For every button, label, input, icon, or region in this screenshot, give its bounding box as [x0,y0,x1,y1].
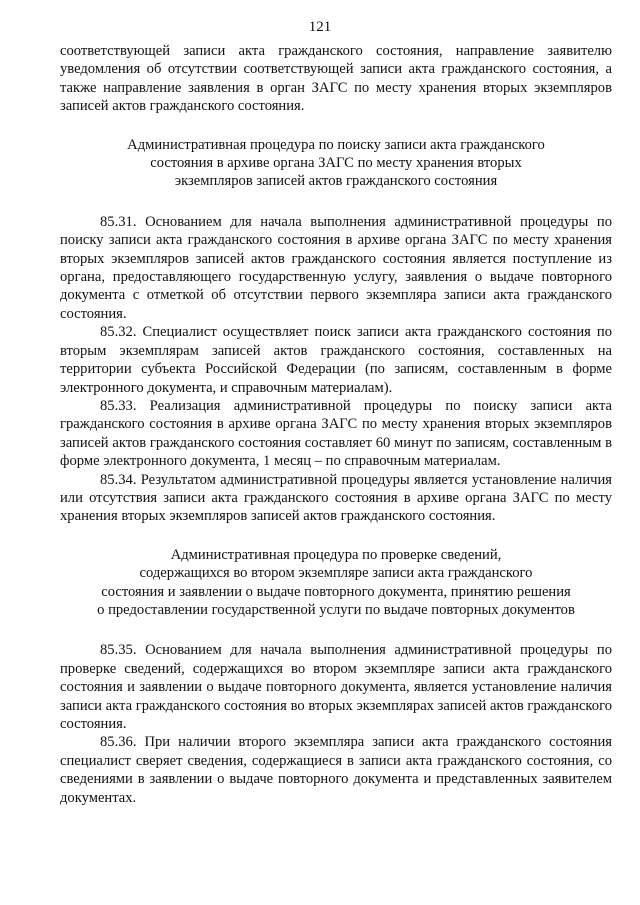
paragraph-85-34: 85.34. Результатом административной процедуры является установление наличия или отсутствия записи акта гражданского состояния в архиве органа ЗАГС по месту хранения вторых экземпляров записей актов гражданского состояния. [60,471,612,525]
paragraph-85-35: 85.35. Основанием для начала выполнения административной процедуры по проверке сведений, содержащихся во втором экземпляре записи акта гражданского состояния и заявлении о выдаче повторного документа, является установление наличия записи акта гражданского состояния во вторых экземплярах записей актов гражданского состояния. [60,642,612,732]
section1-heading [60,136,612,191]
section2-heading [60,546,612,620]
paragraph-85-36: 85.36. При наличии второго экземпляра записи акта гражданского состояния специалист сверяет сведения, содержащиеся в записи акта гражданского состояния, со сведениями в заявлении о выдаче повторного документа и представленных заявителем документах. [60,734,612,806]
section-heading-line: о предоставлении государственной услуги по выдаче повторных документов [97,601,575,618]
section-heading-line: состояния в архиве органа ЗАГС по месту хранения вторых [150,155,522,172]
section-heading-line: содержащихся во втором экземпляре записи акта гражданского [139,565,533,582]
paragraph-85-31: 85.31. Основанием для начала выполнения административной процедуры по поиску записи акта гражданского состояния в архиве органа ЗАГС по месту хранения вторых экземпляров записей актов гражданского состояния является поступление из органа, предоставляющего государственную услугу, заявления о выдаче повторного документа с отметкой об отсутствии первого экземпляра записи акта гражданского состояния. [60,213,612,322]
section-heading-line: Административная процедура по проверке сведений, [170,546,502,563]
section-heading-line: экземпляров записей актов гражданского состояния [174,173,498,190]
paragraph-85-33: 85.33. Реализация административной процедуры по поиску записи акта гражданского состояния в архиве органа ЗАГС по месту хранения вторых экземпляров записей актов гражданского состояния составляет 60 минут по записям, составленным в форме электронного документа, 1 месяц – по справочным материалам. [60,397,612,470]
page-number: 121 [308,19,332,35]
paragraph-85-32: 85.32. Специалист осуществляет поиск записи акта гражданского состояния по вторым экземплярам записей актов гражданского состояния, составленных на территории субъекта Российской Федерации (по записям, составленным в форме электронного документа, и справочным материалам). [60,324,612,396]
intro-paragraph: соответствующей записи акта гражданского состояния, направление заявителю уведомления об отсутствии соответствующей записи акта гражданского состояния, а также направление заявления в орган ЗАГС по месту хранения вторых экземпляров записей актов гражданского состояния. [60,43,612,115]
section1-body [60,213,612,526]
section2-body [60,641,612,807]
document-body [60,42,612,807]
section-heading-line: Административная процедура по поиску записи акта гражданского [127,136,545,153]
section-heading-line: состояния и заявлении о выдаче повторного документа, принятию решения [101,583,571,600]
